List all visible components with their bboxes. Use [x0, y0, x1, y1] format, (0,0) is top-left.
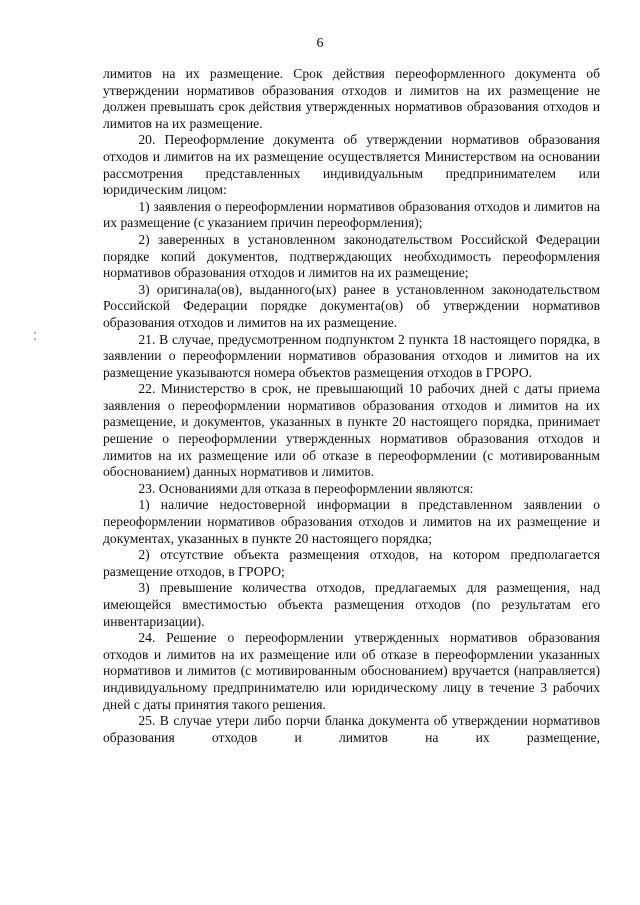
- paragraph-item-24: 24. Решение о переоформлении утвержденных нормативов образования отходов и лимитов на их размещение или об отказе в переоформлении указанных нормативов и лимитов (с мотивированным обоснованием) вручается (направляется) индивидуальному предпринимателю или юридическому лицу в течение 3 рабочих дней с даты принятия такого решения.: [103, 630, 600, 712]
- paragraph-item-22: 22. Министерство в срок, не превышающий 10 рабочих дней с даты приема заявления о переоформлении нормативов образования отходов и лимитов на их размещение, и документов, указанных в пункте 20 настоящего порядка, принимает решение о переоформлении утвержденных нормативов образования отходов и лимитов на их размещение или об отказе в переоформлении (с мотивированным обоснованием) данных нормативов и лимитов.: [103, 381, 600, 480]
- paragraph-item-23-2: 2) отсутствие объекта размещения отходов, на котором предполагается размещение отходов, в ГРОРО;: [103, 547, 600, 579]
- paragraph-item-23-3: 3) превышение количества отходов, предлагаемых для размещения, над имеющейся вместимостью объекта размещения отходов (по результатам его инвентаризации).: [103, 580, 600, 629]
- document-body: [103, 66, 600, 746]
- paragraph-continuation: лимитов на их размещение. Срок действия переоформленного документа об утверждении нормативов образования отходов и лимитов на их размещение не должен превышать срок действия утвержденных нормативов образования отходов и лимитов на их размещение.: [103, 66, 600, 131]
- scan-speck: [34, 338, 36, 340]
- paragraph-item-20: 20. Переоформление документа об утверждении нормативов образования отходов и лимитов на их размещение осуществляется Министерством на основании рассмотрения представленных индивидуальным предпринимателем или юридическим лицом:: [103, 132, 600, 198]
- scan-speck: [34, 332, 36, 334]
- paragraph-item-23-1: 1) наличие недостоверной информации в представленном заявлении о переоформлении нормативов образования отходов и лимитов на их размещение и документах, указанных в пункте 20 настоящего порядка;: [103, 497, 600, 546]
- paragraph-item-21: 21. В случае, предусмотренном подпунктом 2 пункта 18 настоящего порядка, в заявлении о переоформлении нормативов образования отходов и лимитов на их размещение указываются номера объектов размещения отходов в ГРОРО.: [103, 331, 600, 380]
- paragraph-item-23: 23. Основаниями для отказа в переоформлении являются:: [138, 480, 474, 496]
- paragraph-item-20-1: 1) заявления о переоформлении нормативов образования отходов и лимитов на их размещение (с указанием причин переоформления);: [103, 198, 600, 231]
- paragraph-item-20-3: 3) оригинала(ов), выданного(ых) ранее в установленном законодательством Российской Федерации порядке документа(ов) об утверждении нормативов образования отходов и лимитов на их размещение.: [103, 281, 600, 330]
- page-number: 6: [316, 36, 324, 51]
- paragraph-item-25: 25. В случае утери либо порчи бланка документа об утверждении нормативов образования отходов и лимитов на их размещение,: [103, 713, 600, 745]
- paragraph-item-20-2: 2) заверенных в установленном законодательством Российской Федерации порядке копий документов, подтверждающих необходимость переоформления нормативов образования отходов и лимитов на их размещение;: [103, 231, 600, 281]
